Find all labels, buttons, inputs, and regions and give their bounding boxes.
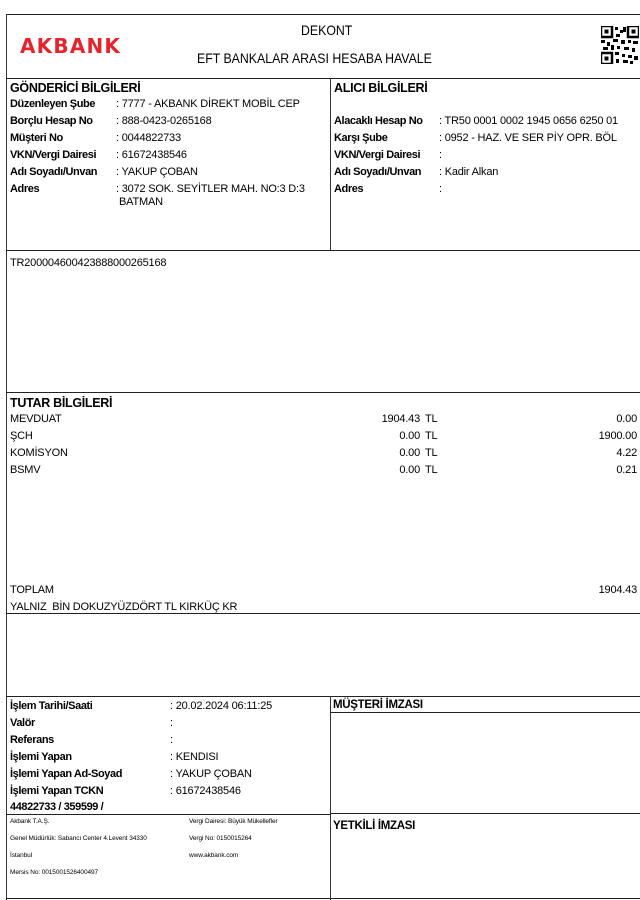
receiver-label: Adı Soyadı/Unvan (334, 166, 422, 178)
document-subtitle (0, 50, 640, 66)
footer-text: Akbank T.A.Ş. (10, 818, 50, 825)
amount-value: 1904.43 (381, 413, 420, 425)
transaction-code: 44822733 / 359599 / (10, 801, 104, 813)
transaction-label: Valör (10, 717, 35, 729)
sender-value: : 0044822733 (116, 132, 181, 144)
title-text: DEKONT (300, 22, 353, 38)
transaction-label: İşlemi Yapan Ad-Soyad (10, 768, 123, 780)
amount-value: 0.00 (399, 430, 420, 442)
amount-name: ŞCH (10, 430, 33, 442)
subtitle-text: EFT BANKALAR ARASI HESABA HAVALE (196, 50, 432, 66)
amount-name: BSMV (10, 464, 41, 476)
amounts-heading: TUTAR BİLGİLERİ (10, 396, 113, 410)
amount-value2: 0.21 (616, 464, 637, 476)
divider (330, 813, 640, 814)
transaction-label: İşlem Tarihi/Saati (10, 700, 93, 712)
transaction-value: : YAKUP ÇOBAN (170, 768, 252, 780)
footer-text: Vergi No: 0150015264 (189, 835, 252, 842)
sender-value: : YAKUP ÇOBAN (116, 166, 198, 178)
frame-left (6, 14, 7, 900)
qr-code-icon (601, 26, 639, 64)
footer-text: Genel Müdürlük: Sabancı Center 4.Levent 34330 (10, 835, 147, 842)
receiver-value: : Kadir Alkan (439, 166, 499, 178)
divider (6, 78, 640, 79)
transaction-value: : 61672438546 (170, 785, 241, 797)
transaction-value: : KENDISI (170, 751, 219, 763)
amount-name: KOMİSYON (10, 447, 68, 459)
receiver-label: VKN/Vergi Dairesi (334, 149, 421, 161)
transaction-value: : (170, 717, 173, 729)
amount-value2: 1900.00 (598, 430, 637, 442)
transaction-label: Referans (10, 734, 54, 746)
document-title (0, 22, 640, 38)
sender-label: VKN/Vergi Dairesi (10, 149, 97, 161)
transaction-value: : (170, 734, 173, 746)
sender-value: : 61672438546 (116, 149, 187, 161)
transaction-label: İşlemi Yapan TCKN (10, 785, 104, 797)
amount-value: 0.00 (399, 447, 420, 459)
sender-value: : 3072 SOK. SEYİTLER MAH. NO:3 D:3 (116, 183, 305, 195)
frame-top (6, 14, 640, 15)
divider (330, 696, 331, 900)
receiver-label: Adres (334, 183, 364, 195)
sender-label: Müşteri No (10, 132, 63, 144)
amount-currency: TL (425, 447, 438, 459)
sender-value: : 7777 - AKBANK DİREKT MOBİL CEP (116, 98, 300, 110)
amount-name: MEVDUAT (10, 413, 62, 425)
receiver-value: : (439, 149, 442, 161)
receiver-value: : 0952 - HAZ. VE SER PİY OPR. BÖL (439, 132, 617, 144)
divider (330, 78, 331, 250)
amount-value: 0.00 (399, 464, 420, 476)
frame-bottom (6, 898, 640, 899)
transaction-value: : 20.02.2024 06:11:25 (170, 700, 273, 712)
sender-label: Borçlu Hesap No (10, 115, 93, 127)
footer-text: Vergi Dairesi: Büyük Mükellefler (189, 818, 278, 825)
divider (6, 613, 640, 614)
amount-currency: TL (425, 413, 438, 425)
sender-label: Adres (10, 183, 40, 195)
transaction-label: İşlemi Yapan (10, 751, 72, 763)
amount-value2: 0.00 (616, 413, 637, 425)
customer-signature-label: MÜŞTERİ İMZASI (333, 699, 423, 711)
receiver-value: : TR50 0001 0002 1945 0656 6250 01 (439, 115, 618, 127)
website-link[interactable]: www.akbank.com (189, 852, 239, 859)
amount-currency: TL (425, 430, 438, 442)
total-label: TOPLAM (10, 584, 54, 596)
divider (330, 712, 640, 713)
description-text: TR200004600423888000265168 (10, 257, 167, 269)
footer-text: Mersis No: 0015001526400497 (10, 869, 99, 876)
authorized-signature-label: YETKİLİ İMZASI (333, 820, 416, 832)
divider (6, 696, 640, 697)
sender-label: Düzenleyen Şube (10, 98, 96, 110)
divider (6, 250, 640, 251)
amount-currency: TL (425, 464, 438, 476)
sender-heading: GÖNDERİCİ BİLGİLERİ (10, 81, 141, 95)
receiver-label: Alacaklı Hesap No (334, 115, 423, 127)
amount-value2: 4.22 (616, 447, 637, 459)
sender-value: : 888-0423-0265168 (116, 115, 212, 127)
total-value: 1904.43 (598, 584, 637, 596)
receiver-value: : (439, 183, 442, 195)
receiver-heading: ALICI BİLGİLERİ (334, 81, 428, 95)
sender-value-cont: BATMAN (119, 196, 163, 208)
sender-label: Adı Soyadı/Unvan (10, 166, 98, 178)
divider (6, 392, 640, 393)
receiver-label: Karşı Şube (334, 132, 388, 144)
brand-text: AKBANK (20, 34, 122, 58)
divider (6, 814, 330, 815)
amount-in-words: YALNIZ BİN DOKUZYÜZDÖRT TL KIRKÜÇ KR (10, 601, 238, 613)
footer-text: İstanbul (10, 852, 32, 859)
